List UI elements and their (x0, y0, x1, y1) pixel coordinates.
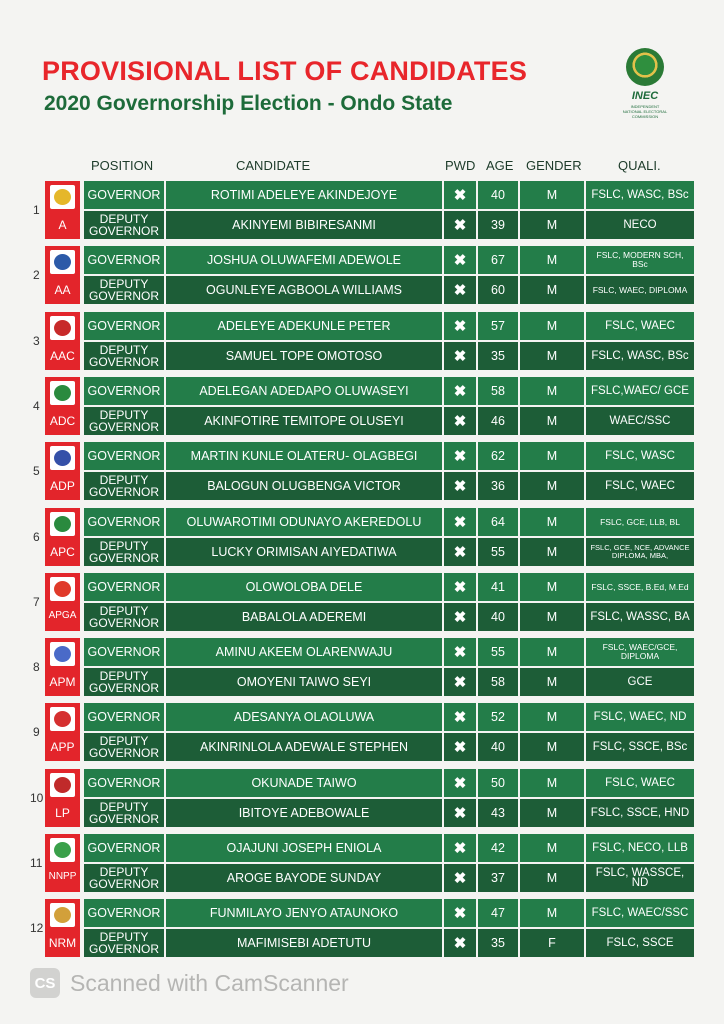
party-abbreviation: A (58, 218, 67, 232)
table-row (84, 573, 694, 601)
pwd-cross-icon: ✖ (444, 799, 476, 827)
header-age: AGE (486, 158, 514, 173)
candidate-name-cell: ADELEGAN ADEDAPO OLUWASEYI (166, 377, 442, 405)
qualification-cell: FSLC, WAEC/GCE, DIPLOMA (586, 638, 694, 666)
camscanner-text: Scanned with CamScanner (70, 969, 349, 996)
position-cell: GOVERNOR (84, 703, 164, 731)
pwd-cross-icon: ✖ (444, 276, 476, 304)
qualification-cell: FSLC, WASC, BSc (586, 342, 694, 370)
gender-cell: M (520, 377, 584, 405)
party-emblem-icon (54, 516, 71, 532)
gender-cell: M (520, 472, 584, 500)
party-emblem-icon (54, 450, 71, 466)
qualification-cell: FSLC, WASSC, BA (586, 603, 694, 631)
age-cell: 58 (478, 377, 518, 405)
party-abbreviation: APM (49, 675, 76, 689)
party-logo-cell (45, 703, 80, 761)
pwd-cross-icon: ✖ (444, 407, 476, 435)
candidate-name-cell: ADELEYE ADEKUNLE PETER (166, 312, 442, 340)
qualification-cell: FSLC, WAEC (586, 472, 694, 500)
pwd-cross-icon: ✖ (444, 442, 476, 470)
age-cell: 57 (478, 312, 518, 340)
age-cell: 40 (478, 733, 518, 761)
table-row (84, 799, 694, 827)
age-cell: 62 (478, 442, 518, 470)
age-cell: 47 (478, 899, 518, 927)
qualification-cell: WAEC/SSC (586, 407, 694, 435)
table-row (84, 472, 694, 500)
party-logo-cell (45, 377, 80, 435)
pwd-cross-icon: ✖ (444, 899, 476, 927)
party-abbreviation: NRM (48, 936, 77, 950)
table-row (84, 538, 694, 566)
qualification-cell: FSLC, WAEC, DIPLOMA (586, 276, 694, 304)
party-logo-cell (45, 312, 80, 370)
party-number: 9 (33, 725, 40, 739)
gender-cell: M (520, 638, 584, 666)
party-number: 6 (33, 530, 40, 544)
party-number: 1 (33, 203, 40, 217)
pwd-cross-icon: ✖ (444, 508, 476, 536)
qualification-cell: FSLC, NECO, LLB (586, 834, 694, 862)
party-logo-icon (50, 903, 75, 927)
candidate-name-cell: FUNMILAYO JENYO ATAUNOKO (166, 899, 442, 927)
pwd-cross-icon: ✖ (444, 603, 476, 631)
gender-cell: M (520, 703, 584, 731)
party-number: 4 (33, 399, 40, 413)
pwd-cross-icon: ✖ (444, 246, 476, 274)
table-row (84, 508, 694, 536)
header-quali: QUALI. (618, 158, 661, 173)
gender-cell: M (520, 899, 584, 927)
header-pwd: PWD (445, 158, 476, 173)
party-abbreviation: ADC (49, 414, 76, 428)
candidate-name-cell: MARTIN KUNLE OLATERU- OLAGBEGI (166, 442, 442, 470)
candidate-name-cell: OKUNADE TAIWO (166, 769, 442, 797)
pwd-cross-icon: ✖ (444, 342, 476, 370)
table-row (84, 864, 694, 892)
age-cell: 55 (478, 538, 518, 566)
table-row (84, 407, 694, 435)
pwd-cross-icon: ✖ (444, 312, 476, 340)
gender-cell: M (520, 211, 584, 239)
table-row (84, 769, 694, 797)
pwd-cross-icon: ✖ (444, 834, 476, 862)
age-cell: 58 (478, 668, 518, 696)
position-cell: DEPUTY GOVERNOR (84, 799, 164, 827)
table-row (84, 442, 694, 470)
party-abbreviation: APC (50, 545, 75, 559)
gender-cell: M (520, 407, 584, 435)
party-emblem-icon (54, 907, 71, 923)
party-emblem-icon (54, 254, 71, 270)
party-logo-icon (50, 381, 75, 405)
party-number: 5 (33, 464, 40, 478)
pwd-cross-icon: ✖ (444, 668, 476, 696)
party-logo-icon (50, 446, 75, 470)
party-abbreviation: ADP (50, 479, 75, 493)
candidate-name-cell: OGUNLEYE AGBOOLA WILLIAMS (166, 276, 442, 304)
table-row (84, 899, 694, 927)
gender-cell: M (520, 181, 584, 209)
gender-cell: M (520, 769, 584, 797)
position-cell: GOVERNOR (84, 573, 164, 601)
position-cell: DEPUTY GOVERNOR (84, 211, 164, 239)
candidate-name-cell: AMINU AKEEM OLARENWAJU (166, 638, 442, 666)
party-abbreviation: NNPP (48, 871, 77, 882)
table-row (84, 211, 694, 239)
qualification-cell: FSLC, WASC, BSc (586, 181, 694, 209)
table-row (84, 377, 694, 405)
party-number: 8 (33, 660, 40, 674)
table-row (84, 638, 694, 666)
candidate-name-cell: OLUWAROTIMI ODUNAYO AKEREDOLU (166, 508, 442, 536)
table-row (84, 246, 694, 274)
position-cell: DEPUTY GOVERNOR (84, 733, 164, 761)
gender-cell: M (520, 538, 584, 566)
age-cell: 64 (478, 508, 518, 536)
qualification-cell: FSLC, WAEC, ND (586, 703, 694, 731)
position-cell: DEPUTY GOVERNOR (84, 864, 164, 892)
qualification-cell: FSLC, MODERN SCH, BSc (586, 246, 694, 274)
pwd-cross-icon: ✖ (444, 538, 476, 566)
table-row (84, 703, 694, 731)
position-cell: GOVERNOR (84, 442, 164, 470)
camscanner-icon: CS (30, 968, 60, 998)
party-logo-icon (50, 316, 75, 340)
qualification-cell: FSLC, SSCE, HND (586, 799, 694, 827)
pwd-cross-icon: ✖ (444, 638, 476, 666)
candidate-name-cell: LUCKY ORIMISAN AIYEDATIWA (166, 538, 442, 566)
candidate-name-cell: OMOYENI TAIWO SEYI (166, 668, 442, 696)
age-cell: 40 (478, 181, 518, 209)
age-cell: 55 (478, 638, 518, 666)
position-cell: GOVERNOR (84, 769, 164, 797)
pwd-cross-icon: ✖ (444, 733, 476, 761)
age-cell: 37 (478, 864, 518, 892)
age-cell: 41 (478, 573, 518, 601)
candidate-name-cell: AKINRINLOLA ADEWALE STEPHEN (166, 733, 442, 761)
pwd-cross-icon: ✖ (444, 864, 476, 892)
coat-of-arms-icon (626, 48, 664, 86)
pwd-cross-icon: ✖ (444, 929, 476, 957)
party-logo-cell (45, 181, 80, 239)
party-emblem-icon (54, 385, 71, 401)
party-emblem-icon (54, 842, 71, 858)
qualification-cell: FSLC, WASSCE, ND (586, 864, 694, 892)
party-emblem-icon (54, 777, 71, 793)
position-cell: GOVERNOR (84, 246, 164, 274)
qualification-cell: FSLC, GCE, LLB, BL (586, 508, 694, 536)
gender-cell: M (520, 508, 584, 536)
qualification-cell: FSLC, WAEC/SSC (586, 899, 694, 927)
position-cell: GOVERNOR (84, 834, 164, 862)
party-emblem-icon (54, 646, 71, 662)
page-subtitle: 2020 Governorship Election - Ondo State (44, 92, 453, 115)
party-logo-icon (50, 185, 75, 209)
party-abbreviation: APP (50, 740, 75, 754)
age-cell: 67 (478, 246, 518, 274)
position-cell: DEPUTY GOVERNOR (84, 668, 164, 696)
candidate-name-cell: AKINYEMI BIBIRESANMI (166, 211, 442, 239)
party-emblem-icon (54, 320, 71, 336)
table-row (84, 276, 694, 304)
qualification-cell: FSLC, GCE, NCE, ADVANCE DIPLOMA, MBA, (586, 538, 694, 566)
pwd-cross-icon: ✖ (444, 181, 476, 209)
qualification-cell: FSLC, SSCE (586, 929, 694, 957)
candidate-name-cell: MAFIMISEBI ADETUTU (166, 929, 442, 957)
table-row (84, 929, 694, 957)
party-number: 12 (30, 921, 44, 935)
party-logo-icon (50, 707, 75, 731)
age-cell: 52 (478, 703, 518, 731)
pwd-cross-icon: ✖ (444, 573, 476, 601)
party-number: 10 (30, 791, 44, 805)
age-cell: 60 (478, 276, 518, 304)
page-title: PROVISIONAL LIST OF CANDIDATES (42, 56, 528, 86)
gender-cell: M (520, 312, 584, 340)
candidate-name-cell: OLOWOLOBA DELE (166, 573, 442, 601)
gender-cell: F (520, 929, 584, 957)
gender-cell: M (520, 246, 584, 274)
gender-cell: M (520, 603, 584, 631)
party-logo-icon (50, 512, 75, 536)
header-gender: GENDER (526, 158, 582, 173)
gender-cell: M (520, 733, 584, 761)
gender-cell: M (520, 442, 584, 470)
position-cell: DEPUTY GOVERNOR (84, 603, 164, 631)
party-logo-icon (50, 773, 75, 797)
gender-cell: M (520, 342, 584, 370)
table-row (84, 733, 694, 761)
qualification-cell: FSLC, SSCE, B.Ed, M.Ed (586, 573, 694, 601)
table-row (84, 312, 694, 340)
position-cell: GOVERNOR (84, 508, 164, 536)
gender-cell: M (520, 573, 584, 601)
qualification-cell: FSLC,WAEC/ GCE (586, 377, 694, 405)
camscanner-watermark (30, 966, 349, 1000)
qualification-cell: FSLC, WASC (586, 442, 694, 470)
age-cell: 46 (478, 407, 518, 435)
candidate-name-cell: BALOGUN OLUGBENGA VICTOR (166, 472, 442, 500)
gender-cell: M (520, 668, 584, 696)
candidate-name-cell: IBITOYE ADEBOWALE (166, 799, 442, 827)
gender-cell: M (520, 276, 584, 304)
inec-logo (621, 48, 669, 138)
pwd-cross-icon: ✖ (444, 769, 476, 797)
pwd-cross-icon: ✖ (444, 703, 476, 731)
party-logo-cell (45, 899, 80, 957)
age-cell: 35 (478, 342, 518, 370)
qualification-cell: FSLC, SSCE, BSc (586, 733, 694, 761)
position-cell: DEPUTY GOVERNOR (84, 276, 164, 304)
party-number: 2 (33, 268, 40, 282)
candidate-name-cell: SAMUEL TOPE OMOTOSO (166, 342, 442, 370)
party-abbreviation: AAC (50, 349, 75, 363)
position-cell: GOVERNOR (84, 312, 164, 340)
candidate-name-cell: ROTIMI ADELEYE AKINDEJOYE (166, 181, 442, 209)
position-cell: GOVERNOR (84, 377, 164, 405)
age-cell: 50 (478, 769, 518, 797)
party-emblem-icon (54, 189, 71, 205)
position-cell: DEPUTY GOVERNOR (84, 342, 164, 370)
inec-logo-text: INEC (631, 90, 659, 102)
party-logo-icon (50, 577, 75, 601)
table-row (84, 603, 694, 631)
candidate-name-cell: AROGE BAYODE SUNDAY (166, 864, 442, 892)
party-logo-cell (45, 246, 80, 304)
party-emblem-icon (54, 581, 71, 597)
position-cell: DEPUTY GOVERNOR (84, 929, 164, 957)
qualification-cell: NECO (586, 211, 694, 239)
position-cell: DEPUTY GOVERNOR (84, 407, 164, 435)
party-abbreviation: LP (55, 806, 70, 820)
candidate-name-cell: OJAJUNI JOSEPH ENIOLA (166, 834, 442, 862)
party-logo-icon (50, 838, 75, 862)
party-logo-cell (45, 442, 80, 500)
party-abbreviation: APGA (48, 610, 77, 621)
qualification-cell: FSLC, WAEC (586, 769, 694, 797)
party-emblem-icon (54, 711, 71, 727)
candidate-name-cell: ADESANYA OLAOLUWA (166, 703, 442, 731)
age-cell: 35 (478, 929, 518, 957)
age-cell: 36 (478, 472, 518, 500)
position-cell: GOVERNOR (84, 899, 164, 927)
table-row (84, 181, 694, 209)
qualification-cell: FSLC, WAEC (586, 312, 694, 340)
position-cell: DEPUTY GOVERNOR (84, 538, 164, 566)
party-logo-cell (45, 508, 80, 566)
header-candidate: CANDIDATE (236, 158, 311, 173)
gender-cell: M (520, 799, 584, 827)
party-logo-cell (45, 769, 80, 827)
candidate-name-cell: BABALOLA ADEREMI (166, 603, 442, 631)
party-logo-cell (45, 834, 80, 892)
party-number: 11 (30, 856, 43, 870)
pwd-cross-icon: ✖ (444, 211, 476, 239)
party-logo-icon (50, 642, 75, 666)
party-logo-cell (45, 573, 80, 631)
header-position: POSITION (91, 158, 154, 173)
age-cell: 40 (478, 603, 518, 631)
candidate-name-cell: JOSHUA OLUWAFEMI ADEWOLE (166, 246, 442, 274)
age-cell: 39 (478, 211, 518, 239)
table-row (84, 834, 694, 862)
position-cell: GOVERNOR (84, 181, 164, 209)
gender-cell: M (520, 864, 584, 892)
gender-cell: M (520, 834, 584, 862)
party-logo-icon (50, 250, 75, 274)
table-row (84, 668, 694, 696)
table-row (84, 342, 694, 370)
position-cell: DEPUTY GOVERNOR (84, 472, 164, 500)
party-number: 7 (33, 595, 40, 609)
candidate-name-cell: AKINFOTIRE TEMITOPE OLUSEYI (166, 407, 442, 435)
qualification-cell: GCE (586, 668, 694, 696)
pwd-cross-icon: ✖ (444, 377, 476, 405)
party-logo-cell (45, 638, 80, 696)
party-abbreviation: AA (54, 283, 71, 297)
party-number: 3 (33, 334, 40, 348)
inec-logo-subtext: INDEPENDENT NATIONAL ELECTORAL COMMISSION (622, 104, 668, 119)
age-cell: 43 (478, 799, 518, 827)
pwd-cross-icon: ✖ (444, 472, 476, 500)
position-cell: GOVERNOR (84, 638, 164, 666)
age-cell: 42 (478, 834, 518, 862)
